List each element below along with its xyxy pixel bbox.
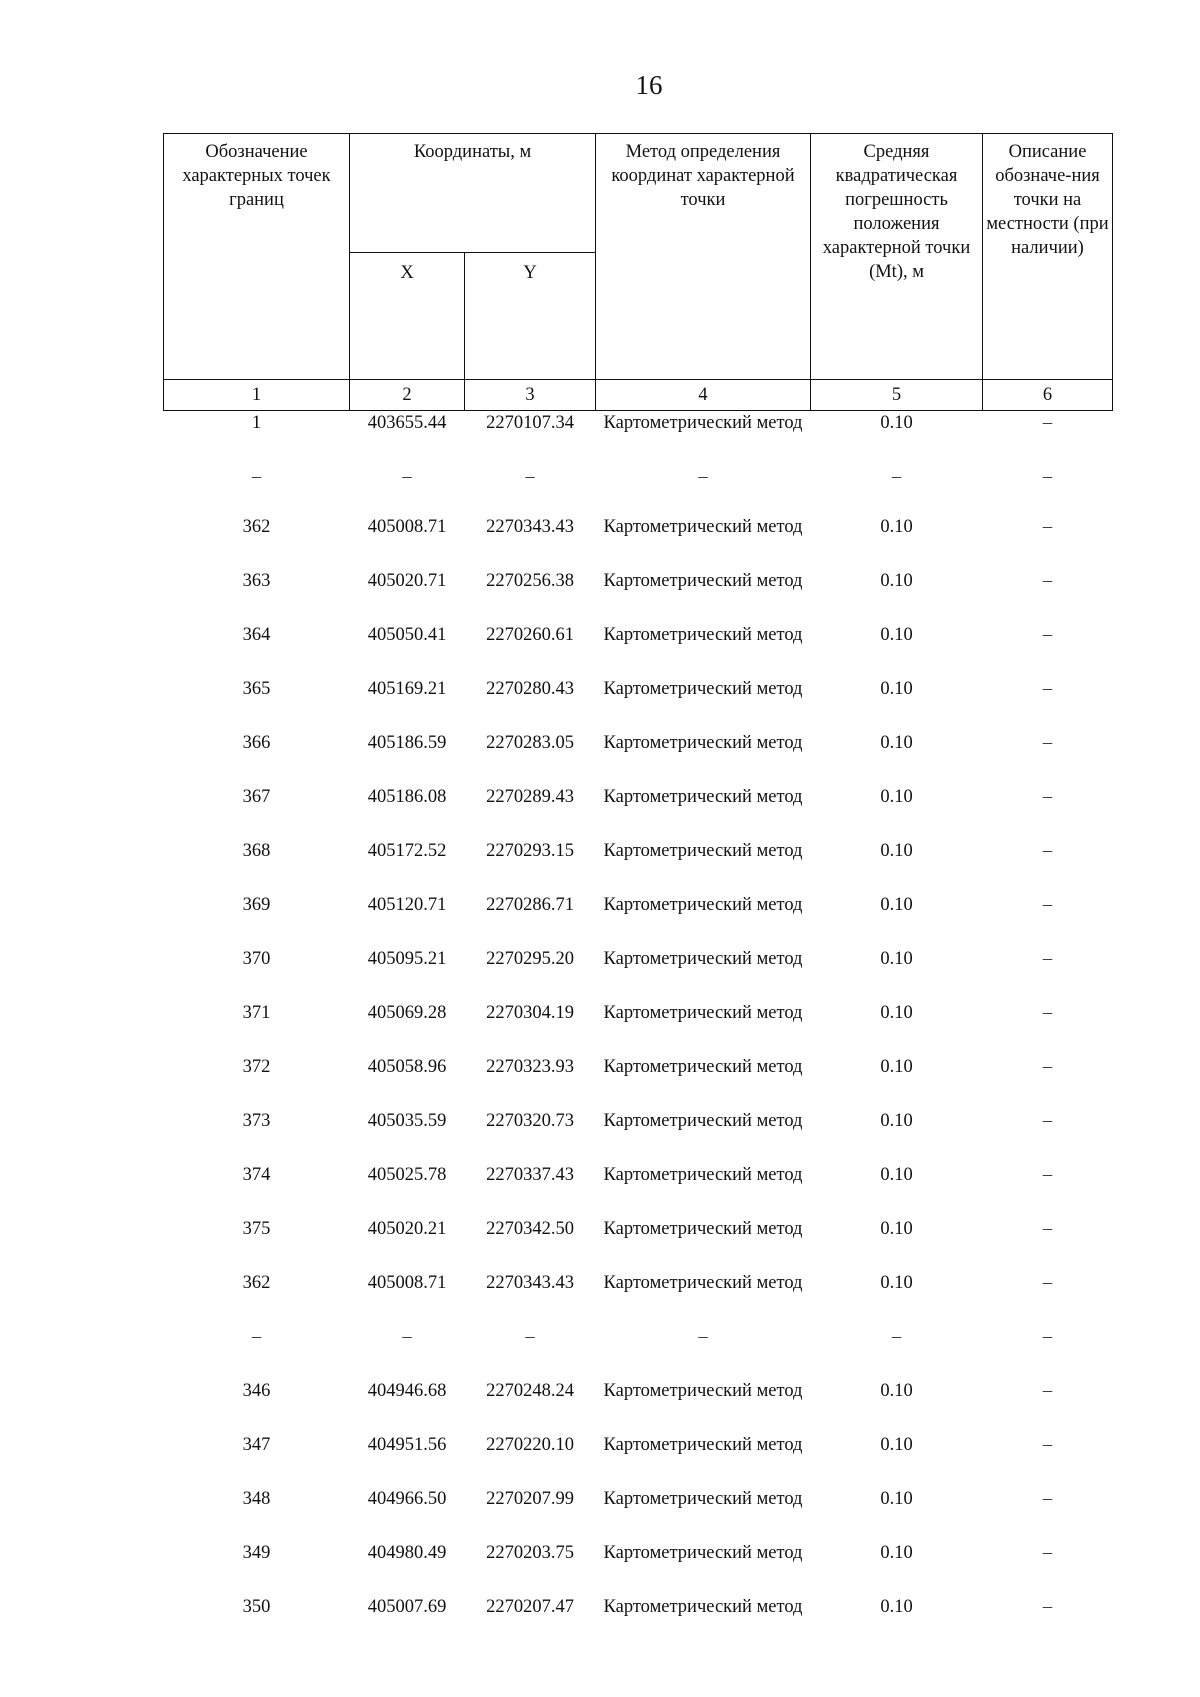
- table-row: [164, 1379, 1113, 1433]
- description-cell: –: [1042, 571, 1053, 591]
- table-row: [164, 839, 1113, 893]
- table-row: [164, 1217, 1113, 1271]
- header-point-designation: Обозначение характерных точек границ: [164, 134, 350, 380]
- x-coordinate-cell: 405008.71: [367, 517, 447, 537]
- x-coordinate-cell: 405172.52: [367, 841, 447, 861]
- coordinates-table: [163, 133, 1113, 1649]
- y-coordinate-cell: 2270320.73: [486, 1111, 574, 1131]
- method-cell: Картометрический метод: [603, 895, 803, 915]
- point-cell: 371: [242, 1003, 271, 1023]
- y-coordinate-cell: 2270207.99: [486, 1489, 574, 1509]
- description-cell: –: [1042, 679, 1053, 699]
- point-cell: 363: [242, 571, 271, 591]
- x-coordinate-cell: 405020.71: [367, 571, 447, 591]
- table-row: [164, 947, 1113, 1001]
- x-coordinate-cell: 405025.78: [367, 1165, 447, 1185]
- x-coordinate-cell: 405007.69: [367, 1597, 447, 1617]
- point-cell: 373: [242, 1111, 271, 1131]
- table-row: [164, 1163, 1113, 1217]
- description-cell: –: [1042, 1327, 1053, 1347]
- x-coordinate-cell: 404980.49: [367, 1543, 447, 1563]
- mean-error-cell: –: [891, 1327, 902, 1347]
- x-coordinate-cell: 403655.44: [367, 413, 447, 433]
- column-number: 4: [596, 380, 811, 411]
- table-row: [164, 893, 1113, 947]
- x-coordinate-cell: 404966.50: [367, 1489, 447, 1509]
- header-description: Описание обозначе-ния точки на местности (при наличии): [983, 134, 1113, 380]
- description-cell: –: [1042, 1381, 1053, 1401]
- mean-error-cell: 0.10: [880, 1381, 913, 1401]
- x-coordinate-cell: 404951.56: [367, 1435, 447, 1455]
- table-row: [164, 1271, 1113, 1325]
- table-row: [164, 1001, 1113, 1055]
- point-cell: 1: [251, 413, 262, 433]
- x-coordinate-cell: 405120.71: [367, 895, 447, 915]
- mean-error-cell: 0.10: [880, 413, 913, 433]
- mean-error-cell: 0.10: [880, 1597, 913, 1617]
- point-cell: 369: [242, 895, 271, 915]
- method-cell: Картометрический метод: [603, 733, 803, 753]
- description-cell: –: [1042, 1165, 1053, 1185]
- table-header: [164, 134, 1113, 411]
- table-row: [164, 1487, 1113, 1541]
- description-cell: –: [1042, 949, 1053, 969]
- column-number-row: [164, 380, 1113, 411]
- point-cell: 375: [242, 1219, 271, 1239]
- y-coordinate-cell: 2270289.43: [486, 787, 574, 807]
- method-cell: Картометрический метод: [603, 1489, 803, 1509]
- mean-error-cell: 0.10: [880, 1219, 913, 1239]
- y-coordinate-cell: 2270295.20: [486, 949, 574, 969]
- description-cell: –: [1042, 1057, 1053, 1077]
- point-cell: 348: [242, 1489, 271, 1509]
- y-coordinate-cell: 2270293.15: [486, 841, 574, 861]
- method-cell: –: [698, 1327, 708, 1347]
- table-row: [164, 1055, 1113, 1109]
- mean-error-cell: 0.10: [880, 1165, 913, 1185]
- point-cell: 350: [242, 1597, 271, 1617]
- description-cell: –: [1042, 1543, 1053, 1563]
- mean-error-cell: 0.10: [880, 1543, 913, 1563]
- method-cell: Картометрический метод: [603, 1381, 803, 1401]
- column-number: 1: [164, 380, 350, 411]
- x-coordinate-cell: –: [402, 1327, 412, 1347]
- method-cell: Картометрический метод: [603, 1273, 803, 1293]
- mean-error-cell: 0.10: [880, 1111, 913, 1131]
- x-coordinate-cell: 405020.21: [367, 1219, 447, 1239]
- description-cell: –: [1042, 467, 1053, 487]
- method-cell: Картометрический метод: [603, 1111, 803, 1131]
- y-coordinate-cell: 2270107.34: [486, 413, 574, 433]
- method-cell: Картометрический метод: [603, 1003, 803, 1023]
- description-cell: –: [1042, 625, 1053, 645]
- x-coordinate-cell: 404946.68: [367, 1381, 447, 1401]
- method-cell: –: [698, 467, 708, 487]
- point-cell: 362: [242, 1273, 271, 1293]
- method-cell: Картометрический метод: [603, 625, 803, 645]
- description-cell: –: [1042, 1003, 1053, 1023]
- x-coordinate-cell: 405050.41: [367, 625, 447, 645]
- y-coordinate-cell: –: [525, 467, 535, 487]
- column-number: 6: [983, 380, 1113, 411]
- description-cell: –: [1042, 1111, 1053, 1131]
- mean-error-cell: 0.10: [880, 625, 913, 645]
- x-coordinate-cell: 405035.59: [367, 1111, 447, 1131]
- header-coordinates: Координаты, м: [350, 134, 596, 253]
- y-coordinate-cell: 2270304.19: [486, 1003, 574, 1023]
- method-cell: Картометрический метод: [603, 571, 803, 591]
- method-cell: Картометрический метод: [603, 413, 803, 433]
- x-coordinate-cell: 405186.08: [367, 787, 447, 807]
- point-cell: 366: [242, 733, 271, 753]
- x-coordinate-cell: 405058.96: [367, 1057, 447, 1077]
- point-cell: 368: [242, 841, 271, 861]
- header-method: Метод определения координат характерной точки: [596, 134, 811, 380]
- y-coordinate-cell: 2270260.61: [486, 625, 574, 645]
- ellipsis-row: [164, 1325, 1113, 1379]
- y-coordinate-cell: 2270220.10: [486, 1435, 574, 1455]
- y-coordinate-cell: 2270337.43: [486, 1165, 574, 1185]
- y-coordinate-cell: 2270283.05: [486, 733, 574, 753]
- method-cell: Картометрический метод: [603, 517, 803, 537]
- x-coordinate-cell: 405169.21: [367, 679, 447, 699]
- mean-error-cell: 0.10: [880, 733, 913, 753]
- table-row: [164, 1595, 1113, 1649]
- method-cell: Картометрический метод: [603, 1597, 803, 1617]
- table-row: [164, 411, 1113, 466]
- header-y: Y: [465, 253, 596, 380]
- x-coordinate-cell: 405186.59: [367, 733, 447, 753]
- point-cell: 365: [242, 679, 271, 699]
- x-coordinate-cell: 405095.21: [367, 949, 447, 969]
- y-coordinate-cell: 2270256.38: [486, 571, 574, 591]
- point-cell: 362: [242, 517, 271, 537]
- method-cell: Картометрический метод: [603, 949, 803, 969]
- header-x: X: [350, 253, 465, 380]
- description-cell: –: [1042, 1273, 1053, 1293]
- method-cell: Картометрический метод: [603, 1219, 803, 1239]
- y-coordinate-cell: 2270342.50: [486, 1219, 574, 1239]
- table-row: [164, 677, 1113, 731]
- description-cell: –: [1042, 1597, 1053, 1617]
- header-mean-error: Средняя квадратическая погрешность положения характерной точки (Mt), м: [811, 134, 983, 380]
- ellipsis-row: [164, 465, 1113, 515]
- description-cell: –: [1042, 517, 1053, 537]
- mean-error-cell: 0.10: [880, 841, 913, 861]
- method-cell: Картометрический метод: [603, 1543, 803, 1563]
- mean-error-cell: 0.10: [880, 1435, 913, 1455]
- description-cell: –: [1042, 841, 1053, 861]
- mean-error-cell: 0.10: [880, 1057, 913, 1077]
- mean-error-cell: 0.10: [880, 571, 913, 591]
- point-cell: 346: [242, 1381, 271, 1401]
- y-coordinate-cell: –: [525, 1327, 535, 1347]
- point-cell: 372: [242, 1057, 271, 1077]
- page-number: 16: [635, 70, 663, 100]
- y-coordinate-cell: 2270343.43: [486, 517, 574, 537]
- y-coordinate-cell: 2270323.93: [486, 1057, 574, 1077]
- description-cell: –: [1042, 1489, 1053, 1509]
- mean-error-cell: 0.10: [880, 517, 913, 537]
- method-cell: Картометрический метод: [603, 787, 803, 807]
- table-row: [164, 1541, 1113, 1595]
- description-cell: –: [1042, 787, 1053, 807]
- table-row: [164, 785, 1113, 839]
- table-row: [164, 515, 1113, 569]
- point-cell: 347: [242, 1435, 271, 1455]
- table-row: [164, 569, 1113, 623]
- mean-error-cell: 0.10: [880, 679, 913, 699]
- table-body: [164, 411, 1113, 1650]
- y-coordinate-cell: 2270203.75: [486, 1543, 574, 1563]
- method-cell: Картометрический метод: [603, 679, 803, 699]
- y-coordinate-cell: 2270207.47: [486, 1597, 574, 1617]
- y-coordinate-cell: 2270286.71: [486, 895, 574, 915]
- mean-error-cell: 0.10: [880, 949, 913, 969]
- description-cell: –: [1042, 413, 1053, 433]
- table-row: [164, 731, 1113, 785]
- mean-error-cell: –: [891, 467, 902, 487]
- mean-error-cell: 0.10: [880, 1273, 913, 1293]
- x-coordinate-cell: 405008.71: [367, 1273, 447, 1293]
- table-row: [164, 623, 1113, 677]
- column-number: 2: [350, 380, 465, 411]
- table-row: [164, 1433, 1113, 1487]
- mean-error-cell: 0.10: [880, 787, 913, 807]
- description-cell: –: [1042, 1219, 1053, 1239]
- method-cell: Картометрический метод: [603, 841, 803, 861]
- description-cell: –: [1042, 1435, 1053, 1455]
- method-cell: Картометрический метод: [603, 1435, 803, 1455]
- point-cell: 364: [242, 625, 271, 645]
- mean-error-cell: 0.10: [880, 895, 913, 915]
- x-coordinate-cell: –: [402, 467, 412, 487]
- description-cell: –: [1042, 895, 1053, 915]
- mean-error-cell: 0.10: [880, 1489, 913, 1509]
- point-cell: 370: [242, 949, 271, 969]
- method-cell: Картометрический метод: [603, 1057, 803, 1077]
- point-cell: 374: [242, 1165, 271, 1185]
- method-cell: Картометрический метод: [603, 1165, 803, 1185]
- mean-error-cell: 0.10: [880, 1003, 913, 1023]
- y-coordinate-cell: 2270343.43: [486, 1273, 574, 1293]
- table-row: [164, 1109, 1113, 1163]
- x-coordinate-cell: 405069.28: [367, 1003, 447, 1023]
- y-coordinate-cell: 2270248.24: [486, 1381, 574, 1401]
- point-cell: –: [251, 1327, 262, 1347]
- column-number: 3: [465, 380, 596, 411]
- y-coordinate-cell: 2270280.43: [486, 679, 574, 699]
- column-number: 5: [811, 380, 983, 411]
- description-cell: –: [1042, 733, 1053, 753]
- point-cell: 367: [242, 787, 271, 807]
- point-cell: –: [251, 467, 262, 487]
- point-cell: 349: [242, 1543, 271, 1563]
